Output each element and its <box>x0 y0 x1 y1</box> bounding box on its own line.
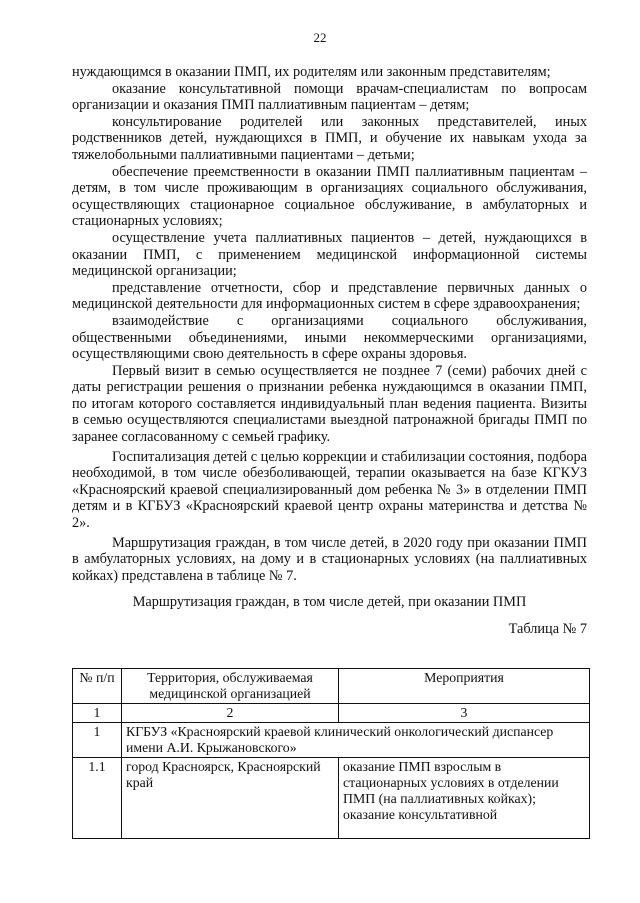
row-territory: город Красноярск, Красноярский край <box>122 758 339 839</box>
header-cell-number: № п/п <box>73 669 122 704</box>
row-number: 1.1 <box>73 758 122 839</box>
paragraph: взаимодействие с организациями социального обслуживания, общественными объединениями, иными некоммерческими организациями, осуществляющими свою деятельность в сфере охраны здоровья. <box>72 312 587 363</box>
paragraph: Маршрутизация граждан, в том числе детей, в 2020 году при оказании ПМП в амбулаторных условиях, на дому и в стационарных условиях (на паллиативных койках) представлена в таблице № 7. <box>72 534 587 584</box>
page-number: 22 <box>313 30 327 45</box>
body-text <box>72 64 587 638</box>
table-label: Таблица № 7 <box>508 621 587 637</box>
paragraph: представление отчетности, сбор и представление первичных данных о медицинской деятельности для информационных систем в сфере здравоохранения; <box>72 279 587 313</box>
column-number-cell: 2 <box>122 704 339 723</box>
paragraph: обеспечение преемственности в оказании ПМП паллиативным пациентам – детям, в том числе проживающим в организациях социального обслуживания, осуществляющих стационарное социальное обслуживание, в амбулаторных и стационарных условиях; <box>72 163 587 230</box>
paragraph: нуждающимся в оказании ПМП, их родителям или законным представителям; <box>72 64 551 80</box>
table-row <box>73 758 590 839</box>
table-caption: Маршрутизация граждан, в том числе детей, при оказании ПМП <box>132 594 527 611</box>
header-cell-territory: Территория, обслуживаемая медицинской организацией <box>122 669 339 704</box>
table-org-row <box>73 723 590 758</box>
column-number-cell: 3 <box>339 704 590 723</box>
paragraph: осуществление учета паллиативных пациентов – детей, нуждающихся в оказании ПМП, с применением медицинской информационной системы медицинской организации; <box>72 229 587 280</box>
header-cell-activities: Мероприятия <box>339 669 590 704</box>
paragraph: консультирование родителей или законных представителей, иных родственников детей, нуждающихся в ПМП, и обучение их навыкам ухода за тяжелобольными паллиативными пациентами – детьми; <box>72 113 587 163</box>
org-row-number: 1 <box>73 723 122 758</box>
row-activities: оказание ПМП взрослым в стационарных условиях в отделении ПМП (на паллиативных койках); оказание консультативной <box>339 758 590 839</box>
paragraph: Первый визит в семью осуществляется не позднее 7 (семи) рабочих дней с даты регистрации решения о признании ребенка нуждающимся в оказании ПМП, по итогам которого составляется индивидуальный план ведения пациента. Визиты в семью осуществляются специалистами выездной патронажной бригады ПМП по заранее согласованному с семьей графику. <box>72 362 587 446</box>
table-column-numbers-row <box>73 704 590 723</box>
column-number-cell: 1 <box>73 704 122 723</box>
paragraph: Госпитализация детей с целью коррекции и стабилизации состояния, подбора необходимой, в том числе обезболивающей, терапии оказывается на базе КГКУЗ «Красноярский краевой специализированный дом ребенка № 3» в отделении ПМП детям и в КГБУЗ «Красноярский краевой центр охраны материнства и детства № 2». <box>72 448 587 532</box>
table-header-row <box>73 669 590 704</box>
routing-table <box>72 668 590 839</box>
org-row-name: КГБУЗ «Красноярский краевой клинический онкологический диспансер имени А.И. Крыжановского» <box>122 723 590 758</box>
paragraph: оказание консультативной помощи врачам-специалистам по вопросам организации и оказания ПМП паллиативным пациентам – детям; <box>72 80 587 114</box>
